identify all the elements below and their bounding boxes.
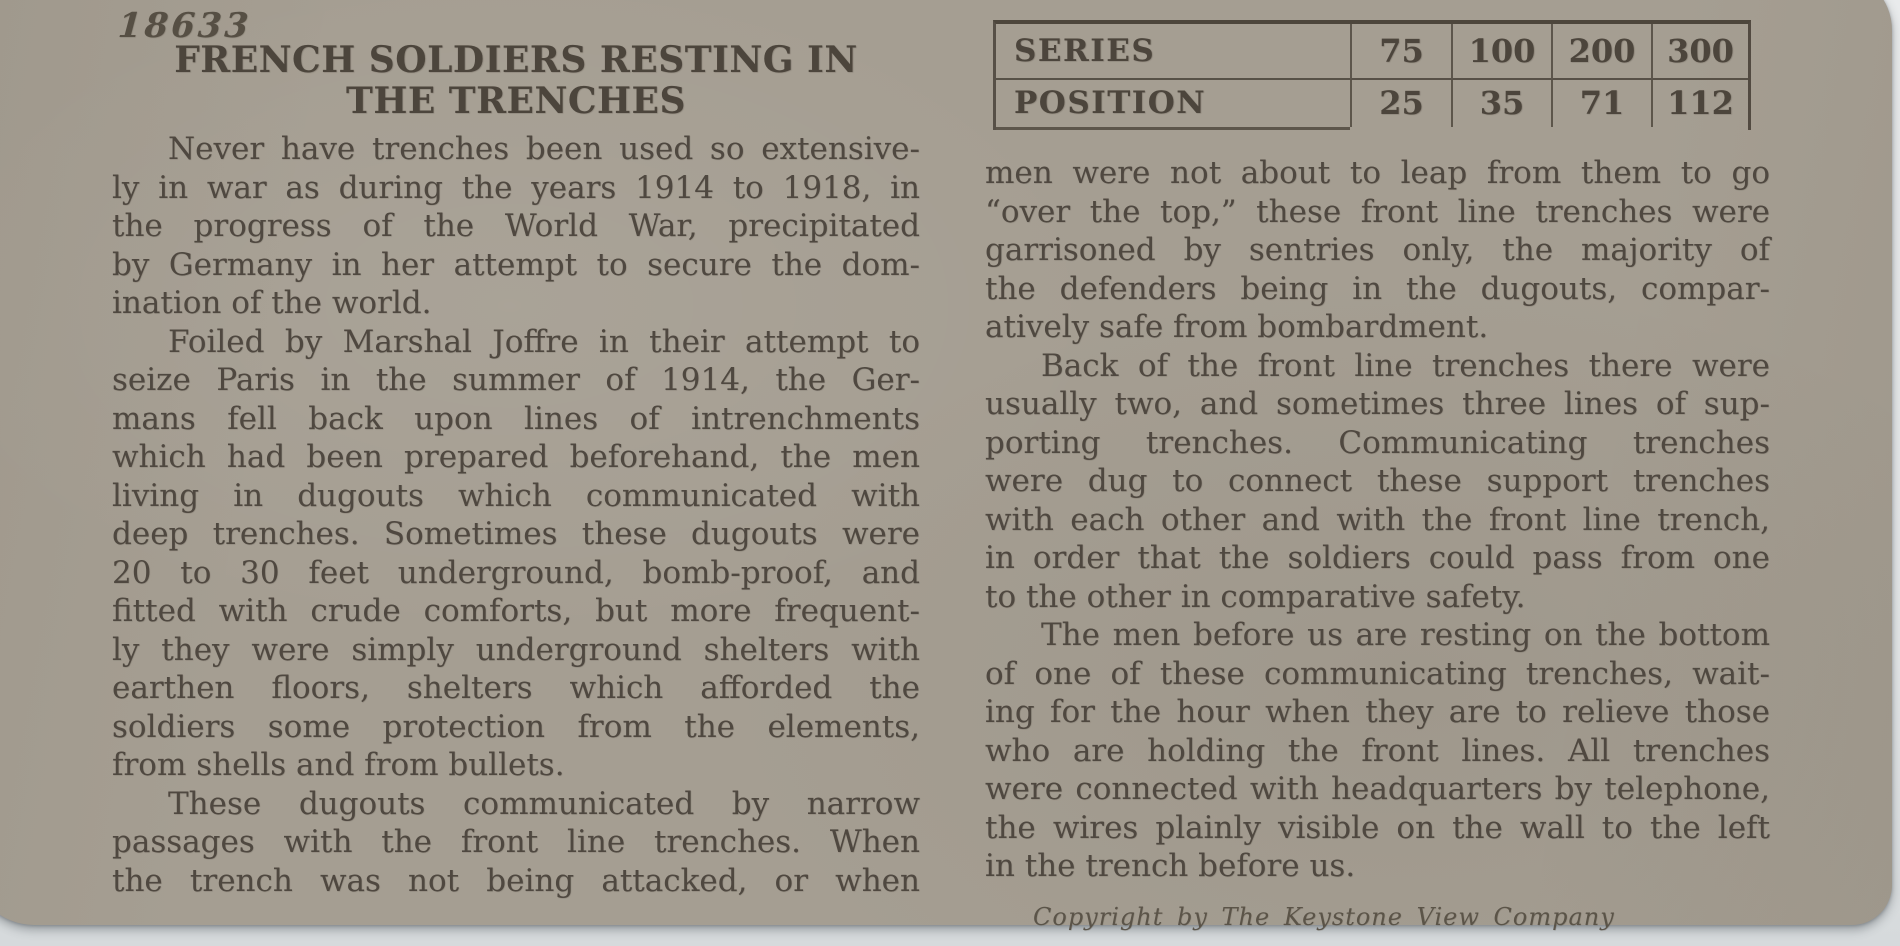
card-title-line-1: FRENCH SOLDIERS RESTING IN xyxy=(174,39,858,81)
right-column-text xyxy=(985,154,1770,886)
text-line: living in dugouts which communicated with xyxy=(112,477,920,514)
text-line: ly in war as during the years 1914 to 1918, in xyxy=(112,169,920,206)
card-title xyxy=(112,40,920,122)
card-title-line-2: THE TRENCHES xyxy=(346,80,686,122)
text-line: were dug to connect these support trenches xyxy=(985,463,1770,499)
text-line: seize Paris in the summer of 1914, the Ger- xyxy=(112,362,920,398)
text-line: porting trenches. Communicating trenches xyxy=(985,424,1770,461)
left-column-text xyxy=(112,130,920,900)
text-line: the defenders being in the dugouts, compar- xyxy=(985,270,1770,307)
text-line: men were not about to leap from them to go xyxy=(985,155,1770,191)
text-line: atively safe from bombardment. xyxy=(985,309,1489,345)
position-value: 112 xyxy=(1651,80,1748,127)
text-line: by Germany in her attempt to secure the dom- xyxy=(112,246,920,283)
text-line: the trench was not being attacked, or when xyxy=(112,862,920,899)
series-value: 100 xyxy=(1451,24,1551,80)
text-line: fitted with crude comforts, but more frequent- xyxy=(112,593,920,629)
text-line: garrisoned by sentries only, the majority of xyxy=(985,232,1770,268)
text-line: the wires plainly visible on the wall to the left xyxy=(985,809,1770,846)
text-line: “over the top,” these front line trenches were xyxy=(985,193,1770,230)
text-line: deep trenches. Sometimes these dugouts were xyxy=(112,516,920,552)
text-line: ly they were simply underground shelters with xyxy=(112,631,920,668)
position-value: 35 xyxy=(1451,80,1551,127)
text-line: from shells and from bullets. xyxy=(112,747,565,783)
text-line: to the other in comparative safety. xyxy=(985,578,1526,615)
text-line: usually two, and sometimes three lines of sup- xyxy=(985,386,1770,422)
text-line: passages with the front line trenches. When xyxy=(112,824,920,860)
text-line: with each other and with the front line trench, xyxy=(985,501,1770,538)
text-line: These dugouts communicated by narrow xyxy=(168,785,920,822)
series-value: 200 xyxy=(1551,24,1651,80)
card-number: 18633 xyxy=(116,6,253,46)
text-line: 20 to 30 feet underground, bomb-proof, and xyxy=(112,554,920,591)
position-row-label: POSITION xyxy=(996,80,1350,130)
text-line: The men before us are resting on the bottom xyxy=(1041,617,1770,653)
text-line: which had been prepared beforehand, the men xyxy=(112,439,920,475)
text-line: were connected with headquarters by telephone, xyxy=(985,771,1770,807)
text-line: ination of the world. xyxy=(112,285,432,321)
left-column xyxy=(112,40,920,900)
text-line: soldiers some protection from the elements, xyxy=(112,708,920,745)
series-value: 75 xyxy=(1350,24,1451,80)
right-column xyxy=(985,0,1770,936)
series-value: 300 xyxy=(1651,24,1748,80)
text-line: mans fell back upon lines of intrenchments xyxy=(112,400,920,437)
position-value: 25 xyxy=(1350,80,1451,127)
text-line: Never have trenches been used so extensive- xyxy=(168,131,920,167)
text-line: the progress of the World War, precipitated xyxy=(112,208,920,244)
text-line: in order that the soldiers could pass from one xyxy=(985,540,1770,576)
series-row-label: SERIES xyxy=(996,24,1350,80)
position-value: 71 xyxy=(1551,80,1651,127)
text-line: Back of the front line trenches there were xyxy=(1041,347,1770,384)
text-line: who are holding the front lines. All trenches xyxy=(985,732,1770,769)
text-line: in the trench before us. xyxy=(985,848,1356,884)
copyright-line: Copyright by The Keystone View Company xyxy=(1033,902,1615,931)
text-line: of one of these communicating trenches, wait- xyxy=(985,655,1770,692)
text-line: ing for the hour when they are to relieve those xyxy=(985,694,1770,730)
series-position-table xyxy=(993,20,1751,130)
text-line: Foiled by Marshal Joffre in their attempt to xyxy=(168,323,920,360)
text-line: earthen floors, shelters which afforded the xyxy=(112,670,920,706)
